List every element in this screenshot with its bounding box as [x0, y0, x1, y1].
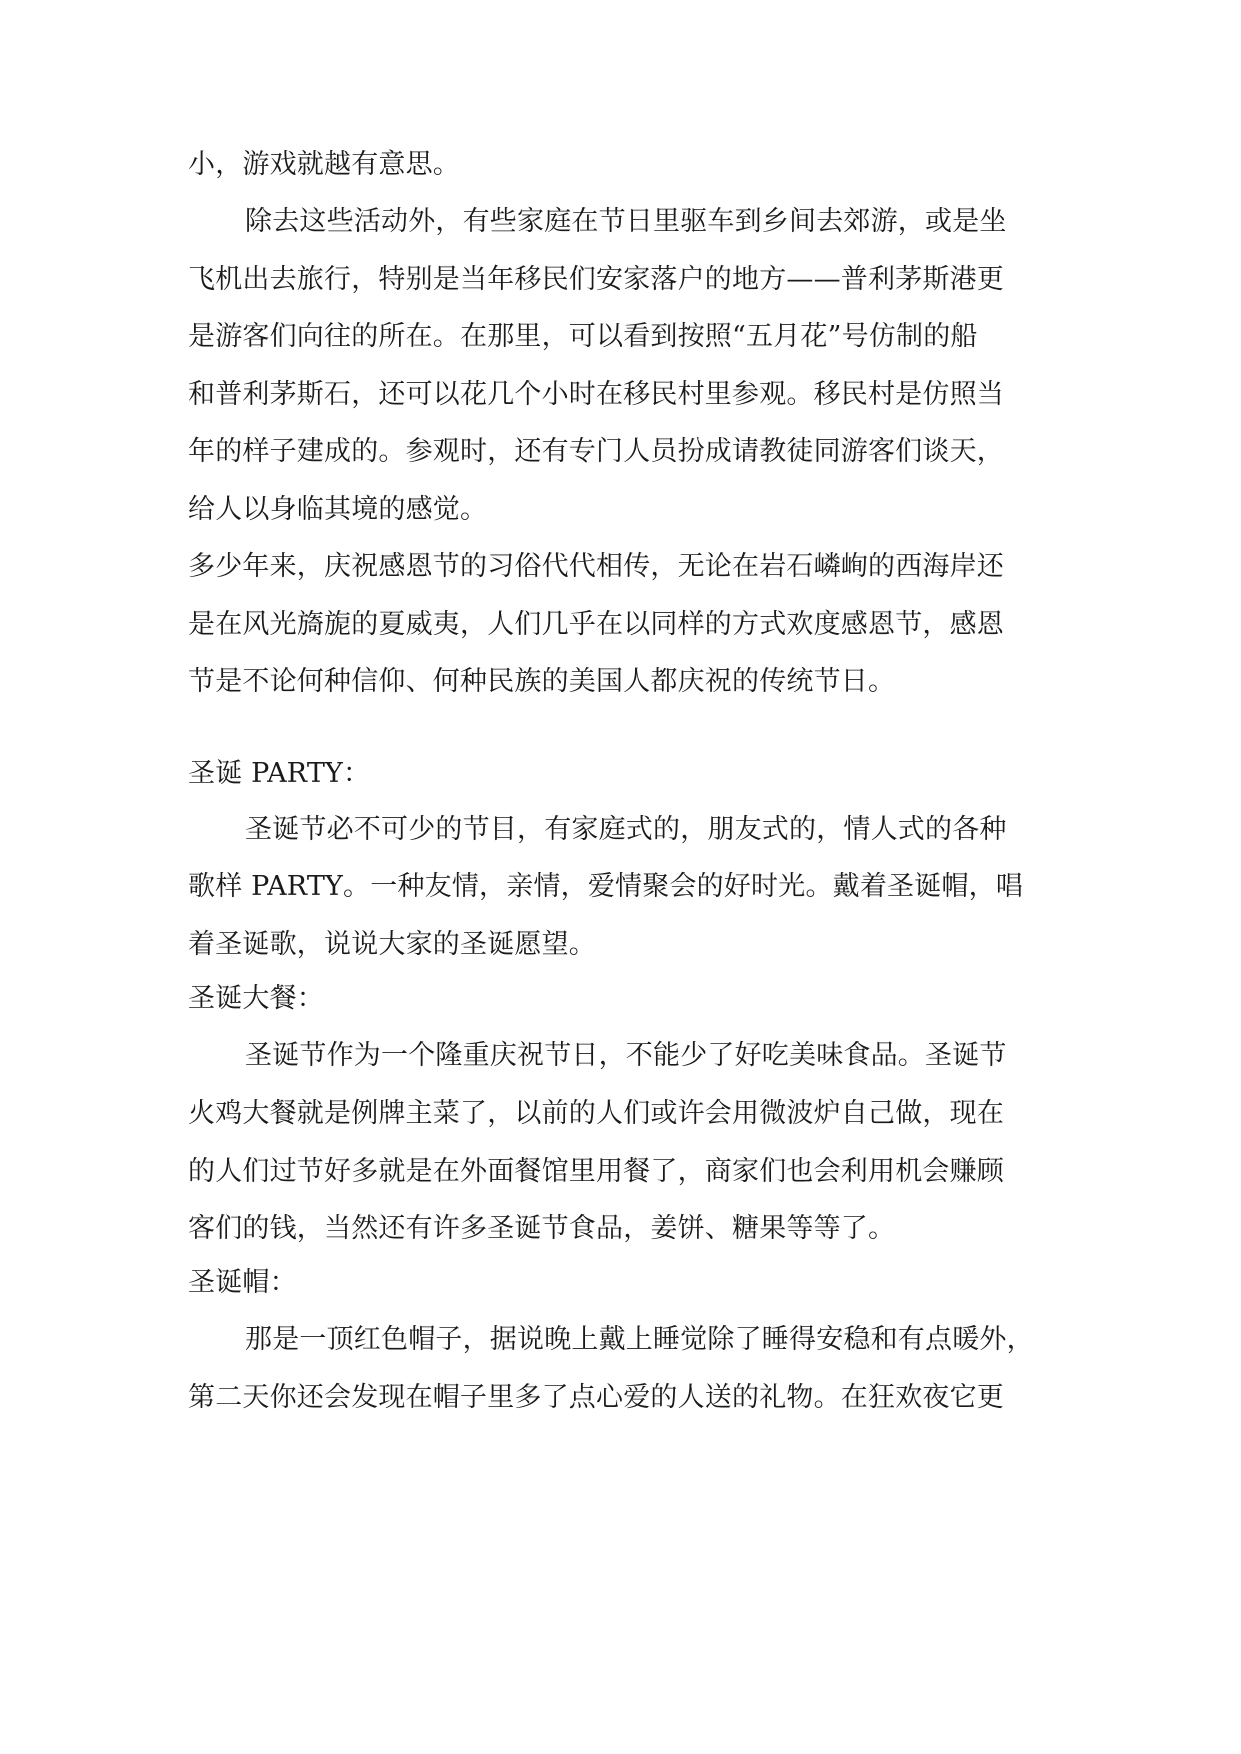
section-heading: 圣诞 PARTY：: [188, 758, 371, 789]
text-line: 给人以身临其境的感觉。: [188, 494, 488, 525]
text-line: 那是一顶红色帽子，据说晚上戴上睡觉除了睡得安稳和有点暖外，: [245, 1324, 1034, 1355]
text-line: 圣诞节作为一个隆重庆祝节日，不能少了好吃美味食品。圣诞节: [245, 1040, 1007, 1071]
text-line: 客们的钱，当然还有许多圣诞节食品，姜饼、糖果等等了。: [188, 1213, 896, 1244]
text-line: 第二天你还会发现在帽子里多了点心爱的人送的礼物。在狂欢夜它更: [188, 1382, 1004, 1413]
text-line: 节是不论何种信仰、何种民族的美国人都庆祝的传统节日。: [188, 666, 896, 697]
section-heading: 圣诞大餐：: [188, 983, 324, 1014]
text-line: 飞机出去旅行，特别是当年移民们安家落户的地方——普利茅斯港更: [188, 264, 1004, 295]
text-line: 和普利茅斯石，还可以花几个小时在移民村里参观。移民村是仿照当: [188, 379, 1004, 410]
text-line: 小，游戏就越有意思。: [188, 149, 460, 180]
text-line: 歌样 PARTY。一种友情，亲情，爱情聚会的好时光。戴着圣诞帽，唱: [188, 871, 1024, 902]
text-line: 的人们过节好多就是在外面餐馆里用餐了，商家们也会利用机会赚顾: [188, 1156, 1004, 1187]
text-line: 着圣诞歌，说说大家的圣诞愿望。: [188, 929, 596, 960]
text-line: 是在风光旖旎的夏威夷，人们几乎在以同样的方式欢度感恩节，感恩: [188, 609, 1004, 640]
text-line: 火鸡大餐就是例牌主菜了，以前的人们或许会用微波炉自己做，现在: [188, 1098, 1004, 1129]
section-heading: 圣诞帽：: [188, 1267, 297, 1298]
text-line: 年的样子建成的。参观时，还有专门人员扮成请教徒同游客们谈天，: [188, 436, 1004, 467]
text-line: 圣诞节必不可少的节目，有家庭式的，朋友式的，情人式的各种: [245, 814, 1007, 845]
text-line: 是游客们向往的所在。在那里，可以看到按照“五月花”号仿制的船: [188, 321, 978, 352]
text-line: 多少年来，庆祝感恩节的习俗代代相传，无论在岩石嶙峋的西海岸还: [188, 551, 1004, 582]
text-line: 除去这些活动外，有些家庭在节日里驱车到乡间去郊游，或是坐: [245, 206, 1007, 237]
